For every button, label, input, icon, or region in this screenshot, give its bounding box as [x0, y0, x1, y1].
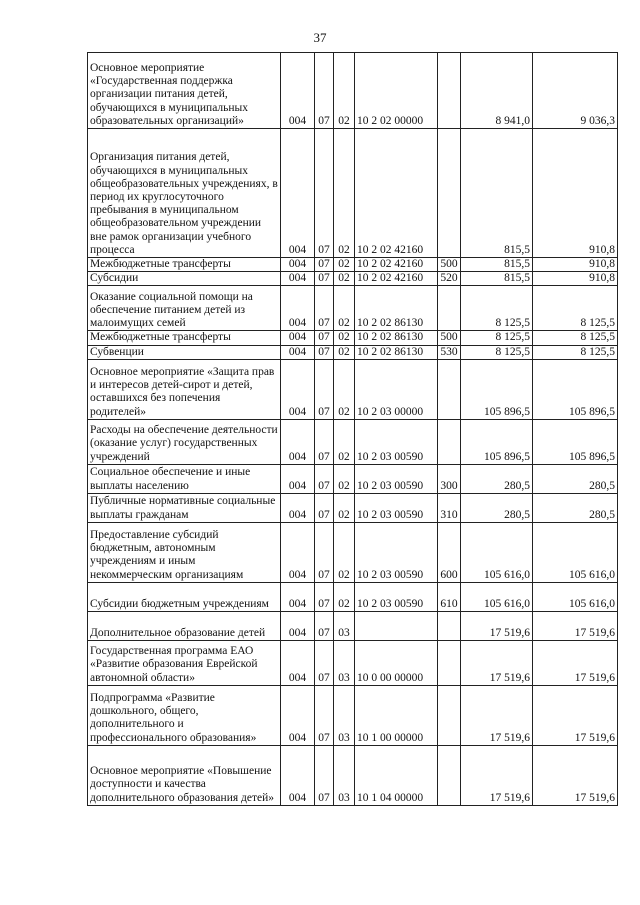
csr-code: 10 2 03 00590 [357, 450, 424, 463]
row-name: Основное мероприятие «Государственная поддержка организации питания детей, обучающихся в муниципальных образовательных организаций» [90, 61, 249, 127]
pr-code: 03 [338, 671, 350, 684]
amount-year-1-cell [461, 640, 533, 685]
vr-code-cell [438, 745, 461, 805]
table-row [88, 129, 618, 258]
table-row [88, 286, 618, 331]
csr-code-cell [355, 493, 438, 522]
csr-code: 10 1 00 00000 [357, 731, 424, 744]
gr-code-cell [281, 345, 315, 359]
amount-year-2-cell [533, 359, 618, 419]
csr-code: 10 2 02 86130 [357, 317, 424, 330]
pr-code-cell [334, 331, 355, 345]
pr-code: 02 [338, 405, 350, 418]
csr-code-cell [355, 53, 438, 129]
row-name: Расходы на обеспечение деятельности (оказание услуг) государственных учреждений [90, 424, 278, 463]
amount-year-2-cell [533, 685, 618, 745]
gr-code: 004 [288, 568, 307, 581]
gr-code: 004 [288, 258, 307, 270]
amount-year-2-cell [533, 419, 618, 464]
rz-code: 07 [318, 568, 330, 581]
row-name-cell [88, 745, 281, 805]
rz-code-cell [315, 685, 334, 745]
amount-year-2: 910,8 [589, 258, 615, 270]
gr-code: 004 [288, 243, 307, 256]
rz-code-cell [315, 286, 334, 331]
gr-code-cell [281, 53, 315, 129]
rz-code: 07 [318, 450, 330, 463]
gr-code-cell [281, 419, 315, 464]
vr-code-cell [438, 272, 461, 286]
csr-code-cell [355, 129, 438, 258]
csr-code: 10 2 02 42160 [357, 258, 424, 270]
amount-year-2-cell [533, 272, 618, 286]
row-name: Межбюджетные трансферты [90, 331, 231, 344]
csr-code: 10 2 02 00000 [357, 114, 424, 127]
rz-code-cell [315, 129, 334, 258]
gr-code-cell [281, 331, 315, 345]
vr-code-cell [438, 582, 461, 611]
pr-code: 02 [338, 345, 350, 358]
gr-code: 004 [288, 450, 307, 463]
amount-year-1: 105 616,0 [484, 568, 530, 581]
amount-year-1: 280,5 [504, 479, 530, 492]
amount-year-1-cell [461, 745, 533, 805]
pr-code: 03 [338, 626, 350, 639]
row-name: Социальное обеспечение и иные выплаты населению [90, 466, 251, 492]
pr-code-cell [334, 745, 355, 805]
row-name-cell [88, 493, 281, 522]
table-row [88, 359, 618, 419]
csr-code: 10 2 03 00590 [357, 508, 424, 521]
rz-code-cell [315, 53, 334, 129]
pr-code: 02 [338, 243, 350, 256]
amount-year-2: 105 896,5 [569, 405, 615, 418]
csr-code: 10 1 04 00000 [357, 791, 424, 804]
row-name: Подпрограмма «Развитие дошкольного, общего, дополнительного и профессионального образования» [90, 692, 257, 744]
gr-code: 004 [288, 626, 307, 639]
row-name-cell [88, 685, 281, 745]
pr-code-cell [334, 272, 355, 286]
amount-year-2: 9 036,3 [580, 114, 615, 127]
row-name: Оказание социальной помощи на обеспечение питанием детей из малоимущих семей [90, 290, 253, 330]
pr-code-cell [334, 685, 355, 745]
amount-year-1: 17 519,6 [489, 731, 530, 744]
rz-code-cell [315, 419, 334, 464]
row-name-cell [88, 359, 281, 419]
table-body [88, 53, 618, 806]
csr-code-cell [355, 345, 438, 359]
table-row [88, 611, 618, 640]
rz-code-cell [315, 582, 334, 611]
amount-year-2: 17 519,6 [574, 731, 615, 744]
row-name-cell [88, 582, 281, 611]
row-name: Публичные нормативные социальные выплаты гражданам [90, 495, 276, 521]
csr-code-cell [355, 359, 438, 419]
amount-year-2-cell [533, 129, 618, 258]
rz-code: 07 [318, 508, 330, 521]
gr-code-cell [281, 258, 315, 272]
amount-year-2: 910,8 [589, 243, 615, 256]
amount-year-2: 8 125,5 [580, 317, 615, 330]
amount-year-2-cell [533, 53, 618, 129]
pr-code: 03 [338, 731, 350, 744]
amount-year-1: 105 896,5 [484, 405, 530, 418]
rz-code-cell [315, 345, 334, 359]
amount-year-2-cell [533, 464, 618, 493]
rz-code-cell [315, 611, 334, 640]
csr-code: 10 2 03 00000 [357, 405, 424, 418]
vr-code-cell [438, 464, 461, 493]
pr-code: 02 [338, 568, 350, 581]
amount-year-2-cell [533, 258, 618, 272]
table-row [88, 745, 618, 805]
rz-code: 07 [318, 243, 330, 256]
csr-code: 10 2 03 00590 [357, 479, 424, 492]
gr-code-cell [281, 745, 315, 805]
csr-code-cell [355, 611, 438, 640]
table-row [88, 53, 618, 129]
gr-code: 004 [288, 345, 307, 358]
gr-code-cell [281, 493, 315, 522]
gr-code: 004 [288, 671, 307, 684]
vr-code-cell [438, 359, 461, 419]
csr-code-cell [355, 331, 438, 345]
amount-year-1: 8 125,5 [495, 317, 530, 330]
amount-year-2-cell [533, 286, 618, 331]
row-name-cell [88, 258, 281, 272]
amount-year-2: 105 896,5 [569, 450, 615, 463]
gr-code-cell [281, 640, 315, 685]
rz-code-cell [315, 331, 334, 345]
table-row [88, 522, 618, 582]
csr-code-cell [355, 582, 438, 611]
amount-year-1-cell [461, 53, 533, 129]
amount-year-1: 8 125,5 [495, 345, 530, 358]
csr-code: 10 2 03 00590 [357, 568, 424, 581]
pr-code-cell [334, 359, 355, 419]
amount-year-1-cell [461, 582, 533, 611]
amount-year-1-cell [461, 493, 533, 522]
vr-code-cell [438, 258, 461, 272]
amount-year-2-cell [533, 522, 618, 582]
csr-code: 10 2 02 42160 [357, 243, 424, 256]
row-name-cell [88, 53, 281, 129]
csr-code-cell [355, 286, 438, 331]
amount-year-1: 105 896,5 [484, 450, 530, 463]
pr-code: 02 [338, 317, 350, 330]
rz-code: 07 [318, 731, 330, 744]
csr-code-cell [355, 464, 438, 493]
rz-code-cell [315, 258, 334, 272]
csr-code: 10 0 00 00000 [357, 671, 424, 684]
vr-code-cell [438, 419, 461, 464]
pr-code: 02 [338, 258, 350, 270]
gr-code: 004 [288, 731, 307, 744]
pr-code: 02 [338, 508, 350, 521]
row-name-cell [88, 611, 281, 640]
amount-year-1-cell [461, 272, 533, 286]
amount-year-2: 280,5 [589, 508, 615, 521]
row-name-cell [88, 129, 281, 258]
amount-year-2: 17 519,6 [574, 626, 615, 639]
vr-code-cell [438, 640, 461, 685]
rz-code: 07 [318, 597, 330, 610]
amount-year-1-cell [461, 464, 533, 493]
row-name: Субвенции [90, 345, 144, 358]
rz-code-cell [315, 359, 334, 419]
gr-code-cell [281, 582, 315, 611]
rz-code: 07 [318, 626, 330, 639]
pr-code: 02 [338, 114, 350, 127]
rz-code-cell [315, 522, 334, 582]
amount-year-1-cell [461, 258, 533, 272]
row-name-cell [88, 419, 281, 464]
csr-code-cell [355, 419, 438, 464]
pr-code: 03 [338, 791, 350, 804]
csr-code-cell [355, 685, 438, 745]
amount-year-2: 910,8 [589, 272, 615, 285]
amount-year-1: 8 941,0 [495, 114, 530, 127]
gr-code: 004 [288, 508, 307, 521]
table-row [88, 582, 618, 611]
pr-code-cell [334, 464, 355, 493]
table-row [88, 493, 618, 522]
amount-year-1-cell [461, 611, 533, 640]
vr-code: 300 [440, 479, 458, 492]
amount-year-1-cell [461, 345, 533, 359]
pr-code-cell [334, 419, 355, 464]
page-number: 37 [313, 30, 327, 45]
vr-code: 310 [440, 508, 458, 521]
row-name: Субсидии бюджетным учреждениям [90, 597, 269, 610]
row-name: Государственная программа ЕАО «Развитие образования Еврейской автономной области» [90, 645, 258, 684]
table-row [88, 331, 618, 345]
amount-year-1: 17 519,6 [489, 626, 530, 639]
row-name: Предоставление субсидий бюджетным, автономным учреждениям и иным некоммерческим организациям [90, 529, 244, 581]
pr-code-cell [334, 258, 355, 272]
row-name: Субсидии [90, 272, 139, 285]
table-row [88, 272, 618, 286]
vr-code: 520 [440, 272, 458, 285]
amount-year-1-cell [461, 286, 533, 331]
gr-code: 004 [288, 597, 307, 610]
rz-code: 07 [318, 272, 330, 285]
csr-code-cell [355, 745, 438, 805]
amount-year-2: 17 519,6 [574, 671, 615, 684]
amount-year-1-cell [461, 522, 533, 582]
rz-code-cell [315, 272, 334, 286]
vr-code-cell [438, 331, 461, 345]
amount-year-2-cell [533, 331, 618, 345]
gr-code: 004 [288, 331, 307, 344]
csr-code-cell [355, 258, 438, 272]
table-row [88, 419, 618, 464]
pr-code: 02 [338, 450, 350, 463]
vr-code: 530 [440, 345, 458, 358]
table-row [88, 345, 618, 359]
rz-code: 07 [318, 114, 330, 127]
gr-code-cell [281, 129, 315, 258]
budget-table [87, 52, 618, 806]
gr-code-cell [281, 464, 315, 493]
amount-year-1-cell [461, 419, 533, 464]
pr-code-cell [334, 129, 355, 258]
amount-year-2-cell [533, 611, 618, 640]
rz-code: 07 [318, 345, 330, 358]
pr-code-cell [334, 611, 355, 640]
amount-year-2: 105 616,0 [569, 597, 615, 610]
amount-year-1-cell [461, 685, 533, 745]
row-name-cell [88, 331, 281, 345]
rz-code-cell [315, 493, 334, 522]
row-name-cell [88, 640, 281, 685]
amount-year-1: 17 519,6 [489, 791, 530, 804]
csr-code-cell [355, 272, 438, 286]
vr-code-cell [438, 685, 461, 745]
amount-year-2-cell [533, 640, 618, 685]
rz-code: 07 [318, 479, 330, 492]
vr-code-cell [438, 286, 461, 331]
pr-code: 02 [338, 597, 350, 610]
csr-code: 10 2 03 00590 [357, 597, 424, 610]
amount-year-2: 8 125,5 [580, 345, 615, 358]
amount-year-1: 815,5 [504, 272, 530, 285]
pr-code-cell [334, 522, 355, 582]
gr-code-cell [281, 286, 315, 331]
vr-code-cell [438, 53, 461, 129]
gr-code: 004 [288, 317, 307, 330]
pr-code: 02 [338, 272, 350, 285]
amount-year-1: 17 519,6 [489, 671, 530, 684]
amount-year-2: 280,5 [589, 479, 615, 492]
gr-code: 004 [288, 791, 307, 804]
vr-code-cell [438, 129, 461, 258]
amount-year-2: 17 519,6 [574, 791, 615, 804]
row-name: Дополнительное образование детей [90, 626, 266, 639]
pr-code-cell [334, 582, 355, 611]
table-row [88, 258, 618, 272]
amount-year-2-cell [533, 582, 618, 611]
rz-code-cell [315, 464, 334, 493]
amount-year-1: 815,5 [504, 243, 530, 256]
row-name: Основное мероприятие «Повышение доступности и качества дополнительного образования детей» [90, 765, 274, 804]
row-name-cell [88, 464, 281, 493]
vr-code: 610 [440, 597, 458, 610]
vr-code: 500 [440, 331, 458, 344]
rz-code: 07 [318, 405, 330, 418]
row-name: Межбюджетные трансферты [90, 258, 231, 270]
amount-year-2: 8 125,5 [580, 331, 615, 344]
amount-year-1: 105 616,0 [484, 597, 530, 610]
row-name-cell [88, 522, 281, 582]
gr-code-cell [281, 359, 315, 419]
vr-code-cell [438, 522, 461, 582]
rz-code: 07 [318, 258, 330, 270]
table-row [88, 685, 618, 745]
csr-code: 10 2 02 86130 [357, 345, 424, 358]
pr-code: 02 [338, 479, 350, 492]
rz-code: 07 [318, 317, 330, 330]
pr-code-cell [334, 345, 355, 359]
vr-code: 500 [440, 258, 458, 270]
gr-code: 004 [288, 479, 307, 492]
vr-code-cell [438, 493, 461, 522]
row-name: Организация питания детей, обучающихся в муниципальных общеобразовательных учреждениях, в период их круглосуточного пребывания в муниципальном общеобразовательном учреждении вне рамок организации учебного процесса [90, 151, 278, 256]
amount-year-1: 280,5 [504, 508, 530, 521]
vr-code-cell [438, 611, 461, 640]
vr-code-cell [438, 345, 461, 359]
gr-code-cell [281, 522, 315, 582]
pr-code-cell [334, 53, 355, 129]
csr-code-cell [355, 522, 438, 582]
pr-code: 02 [338, 331, 350, 344]
pr-code-cell [334, 640, 355, 685]
gr-code-cell [281, 272, 315, 286]
pr-code-cell [334, 493, 355, 522]
row-name-cell [88, 345, 281, 359]
amount-year-2: 105 616,0 [569, 568, 615, 581]
amount-year-1: 815,5 [504, 258, 530, 270]
row-name: Основное мероприятие «Защита прав и интересов детей-сирот и детей, оставшихся без попечения родителей» [90, 366, 275, 418]
pr-code-cell [334, 286, 355, 331]
csr-code-cell [355, 640, 438, 685]
amount-year-2-cell [533, 345, 618, 359]
gr-code-cell [281, 685, 315, 745]
rz-code-cell [315, 640, 334, 685]
rz-code-cell [315, 745, 334, 805]
row-name-cell [88, 286, 281, 331]
rz-code: 07 [318, 331, 330, 344]
amount-year-2-cell [533, 493, 618, 522]
table-row [88, 464, 618, 493]
rz-code: 07 [318, 671, 330, 684]
gr-code: 004 [288, 114, 307, 127]
amount-year-1-cell [461, 331, 533, 345]
amount-year-1-cell [461, 359, 533, 419]
csr-code: 10 2 02 42160 [357, 272, 424, 285]
amount-year-1-cell [461, 129, 533, 258]
amount-year-2-cell [533, 745, 618, 805]
gr-code-cell [281, 611, 315, 640]
amount-year-1: 8 125,5 [495, 331, 530, 344]
table-row [88, 640, 618, 685]
gr-code: 004 [288, 272, 307, 285]
vr-code: 600 [440, 568, 458, 581]
gr-code: 004 [288, 405, 307, 418]
csr-code: 10 2 02 86130 [357, 331, 424, 344]
rz-code: 07 [318, 791, 330, 804]
row-name-cell [88, 272, 281, 286]
